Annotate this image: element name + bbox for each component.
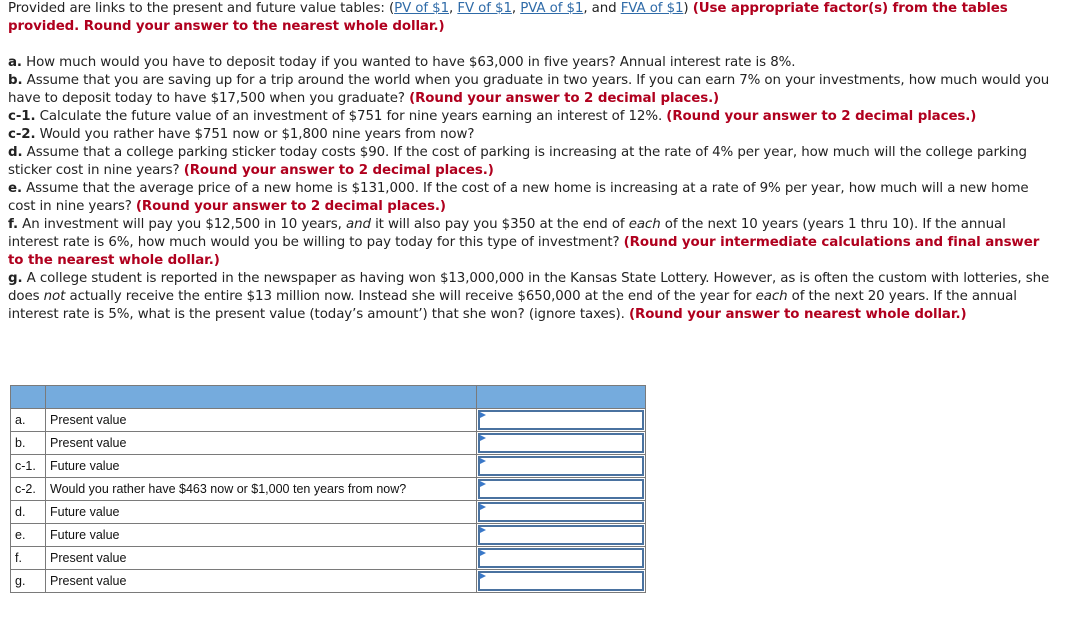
intro-instruction: (Use appropriate factor(s) from the tables provided. Round your answer to the nearest whole dollar.) (8, 1, 1008, 34)
answer-table-header (11, 386, 646, 409)
answer-input-e[interactable] (480, 527, 642, 543)
row-part: c-2. (11, 478, 46, 501)
table-row (11, 547, 646, 570)
row-label: Future value (46, 524, 477, 547)
row-part: g. (11, 570, 46, 593)
header-cell-label (46, 386, 477, 409)
table-row (11, 501, 646, 524)
answer-cell (477, 501, 646, 524)
row-part: f. (11, 547, 46, 570)
row-part: c-1. (11, 455, 46, 478)
question-text (8, 0, 1058, 324)
answer-input-d[interactable] (480, 504, 642, 520)
row-part: d. (11, 501, 46, 524)
row-part: a. (11, 409, 46, 432)
question-d: d. Assume that a college parking sticker today costs $90. If the cost of parking is increasing at the rate of 4% per year, how much will the college parking sticker cost in nine years? (Round your answer to 2 decimal places.) (8, 145, 1027, 178)
table-row (11, 570, 646, 593)
question-c1: c-1. Calculate the future value of an investment of $751 for nine years earning an interest of 12%. (Round your answer to 2 decimal places.) (8, 109, 977, 124)
dropdown-marker-icon (480, 481, 486, 487)
answer-input-b[interactable] (480, 435, 642, 451)
question-b: b. Assume that you are saving up for a trip around the world when you graduate in two years. If you can earn 7% on your investments, how much would you have to deposit today to have $17,500 when you graduate? (Round your answer to 2 decimal places.) (8, 73, 1050, 106)
row-label: Present value (46, 409, 477, 432)
answer-table (10, 385, 646, 593)
answer-select-c2[interactable] (480, 481, 642, 497)
answer-cell (477, 524, 646, 547)
answer-cell (477, 432, 646, 455)
table-row (11, 432, 646, 455)
table-row (11, 524, 646, 547)
input-marker-icon (480, 573, 486, 579)
answer-cell (477, 547, 646, 570)
answer-cell (477, 455, 646, 478)
row-label: Future value (46, 455, 477, 478)
question-f: f. An investment will pay you $12,500 in 10 years, and it will also pay you $350 at the end of each of the next 10 years (years 1 thru 10). If the annual interest rate is 6%, how much would you be willing to pay today for this type of investment? (Round your intermediate calculations and final answer to the nearest whole dollar.) (8, 217, 1040, 268)
link-pva-of-1[interactable]: PVA of $1 (520, 1, 584, 16)
row-part: b. (11, 432, 46, 455)
link-fv-of-1[interactable]: FV of $1 (457, 1, 512, 16)
input-marker-icon (480, 412, 486, 418)
answer-cell (477, 570, 646, 593)
question-c2: c-2. Would you rather have $751 now or $1,800 nine years from now? (8, 127, 475, 142)
link-pv-of-1[interactable]: PV of $1 (394, 1, 450, 16)
answer-input-c1[interactable] (480, 458, 642, 474)
row-label: Future value (46, 501, 477, 524)
input-marker-icon (480, 504, 486, 510)
input-marker-icon (480, 458, 486, 464)
intro-paragraph: Provided are links to the present and future value tables: (PV of $1, FV of $1, PVA of $1, and FVA of $1) (Use appropriate factor(s) from the tables provided. Round your answer to the nearest whole dollar.) (8, 1, 1008, 34)
question-a: a. How much would you have to deposit today if you wanted to have $63,000 in five years? Annual interest rate is 8%. (8, 55, 796, 70)
row-label: Present value (46, 570, 477, 593)
input-marker-icon (480, 435, 486, 441)
answer-input-g[interactable] (480, 573, 642, 589)
question-e: e. Assume that the average price of a new home is $131,000. If the cost of a new home is increasing at a rate of 9% per year, how much will a new home cost in nine years? (Round your answer to 2 decimal places.) (8, 181, 1029, 214)
row-part: e. (11, 524, 46, 547)
row-label: Would you rather have $463 now or $1,000 ten years from now? (46, 478, 477, 501)
answer-cell (477, 409, 646, 432)
header-cell-answer (477, 386, 646, 409)
table-row (11, 455, 646, 478)
link-fva-of-1[interactable]: FVA of $1 (620, 1, 684, 16)
answer-cell (477, 478, 646, 501)
question-g: g. A college student is reported in the newspaper as having won $13,000,000 in the Kansas State Lottery. However, as is often the custom with lotteries, she does not actually receive the entire $13 million now. Instead she will receive $650,000 at the end of the year for each of the next 20 years. If the annual interest rate is 5%, what is the present value (today’s amount’) that she won? (ignore taxes). (Round your answer to nearest whole dollar.) (8, 271, 1050, 322)
table-row (11, 409, 646, 432)
header-cell-part (11, 386, 46, 409)
answer-input-f[interactable] (480, 550, 642, 566)
table-row (11, 478, 646, 501)
row-label: Present value (46, 432, 477, 455)
row-label: Present value (46, 547, 477, 570)
answer-input-a[interactable] (480, 412, 642, 428)
input-marker-icon (480, 527, 486, 533)
input-marker-icon (480, 550, 486, 556)
